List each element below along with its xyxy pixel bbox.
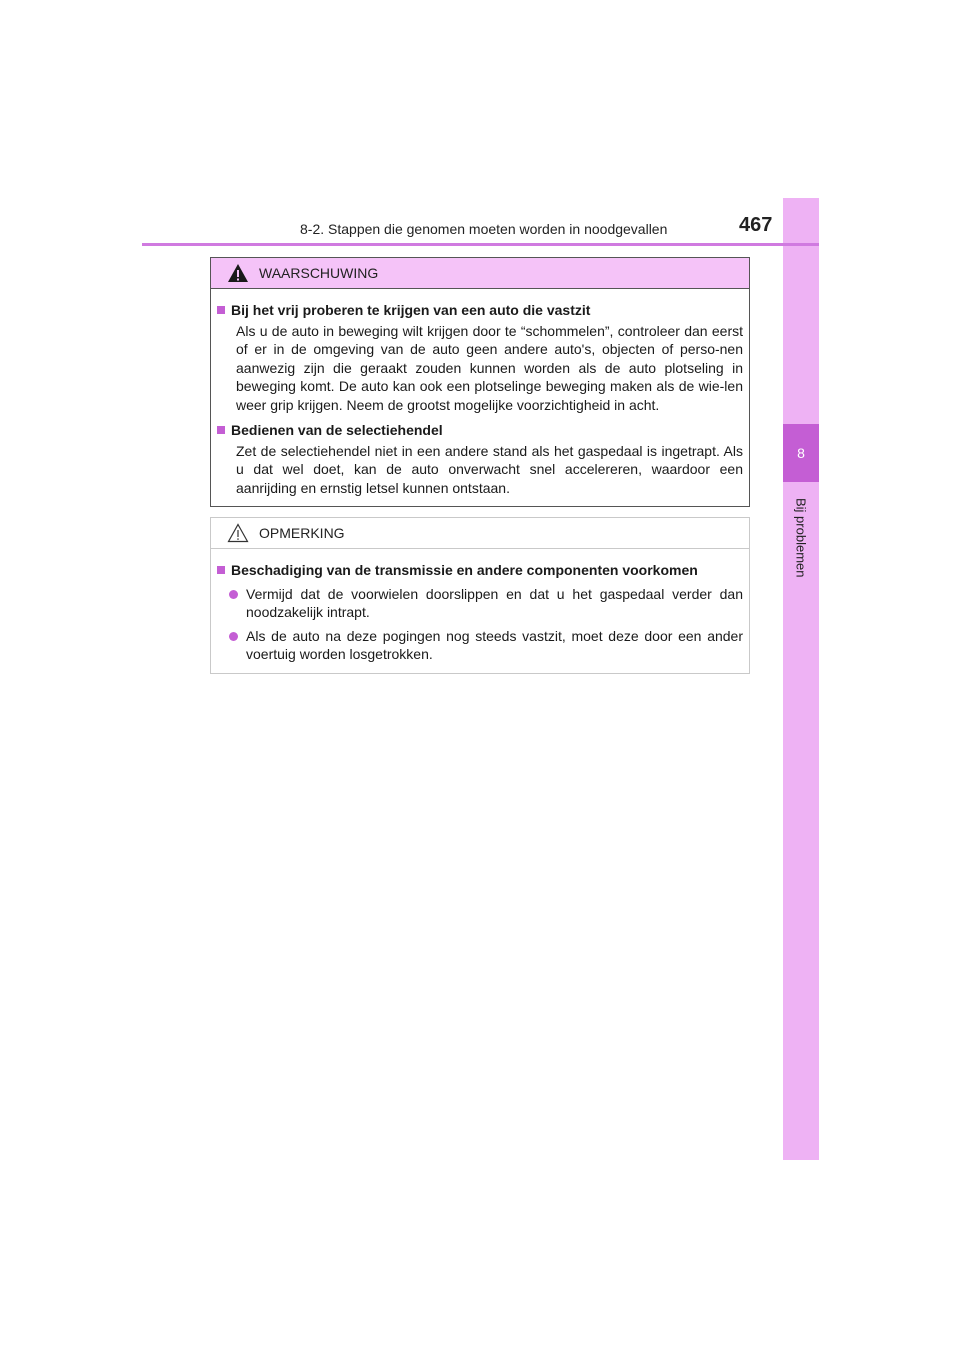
list-item-text: Vermijd dat de voorwielen doorslippen en dat u het gaspedaal verder dan noodzakelijk intrapt. xyxy=(246,585,743,620)
chapter-label: Bij problemen xyxy=(793,498,809,578)
header-rule xyxy=(142,243,819,246)
warning-body xyxy=(211,289,749,497)
warning-item-title xyxy=(217,301,743,320)
warning-item-title xyxy=(217,421,743,440)
warning-header xyxy=(211,258,749,289)
warning-item-text: Zet de selectiehendel niet in een andere stand als het gaspedaal is ingetrapt. Als u dat wel doet, kan de auto onverwacht snel accelereren, waardoor een aanrijding en ernstig letsel kunnen ontstaan. xyxy=(236,442,743,496)
caution-triangle-icon xyxy=(227,523,249,543)
section-title: 8-2. Stappen die genomen moeten worden in noodgevallen xyxy=(300,221,668,237)
circle-bullet-icon xyxy=(229,590,238,599)
notice-box xyxy=(210,517,750,674)
circle-bullet-icon xyxy=(229,632,238,641)
warning-item-title-text: Bedienen van de selectiehendel xyxy=(231,422,443,438)
square-bullet-icon xyxy=(217,426,225,434)
notice-header xyxy=(211,518,749,549)
warning-triangle-icon xyxy=(227,263,249,283)
list-item xyxy=(217,627,743,664)
list-item xyxy=(217,585,743,622)
notice-item-title xyxy=(217,561,743,580)
notice-item-title-text: Beschadiging van de transmissie en andere componenten voorkomen xyxy=(231,562,698,578)
square-bullet-icon xyxy=(217,566,225,574)
list-item-text: Als de auto na deze pogingen nog steeds vastzit, moet deze door een ander voertuig worden losgetrokken. xyxy=(246,627,743,662)
page-number: 467 xyxy=(739,214,773,236)
warning-box xyxy=(210,257,750,507)
warning-item-title-text: Bij het vrij proberen te krijgen van een auto die vastzit xyxy=(231,302,591,318)
warning-title: WAARSCHUWING xyxy=(259,265,379,281)
notice-title: OPMERKING xyxy=(259,525,345,541)
chapter-number: 8 xyxy=(783,424,819,482)
square-bullet-icon xyxy=(217,306,225,314)
chapter-side-tab xyxy=(783,198,819,1160)
warning-item-text: Als u de auto in beweging wilt krijgen door te “schommelen”, controleer dan eerst of er in de omgeving van de auto geen andere auto's, objecten of perso-nen aanwezig zijn die geraakt zouden kunnen worden als de auto plotseling in beweging komt. De auto kan ook een plotselinge beweging maken als de wie-len weer grip krijgen. Neem de grootst mogelijke voorzichtigheid in acht. xyxy=(236,322,743,413)
notice-body xyxy=(211,549,749,664)
